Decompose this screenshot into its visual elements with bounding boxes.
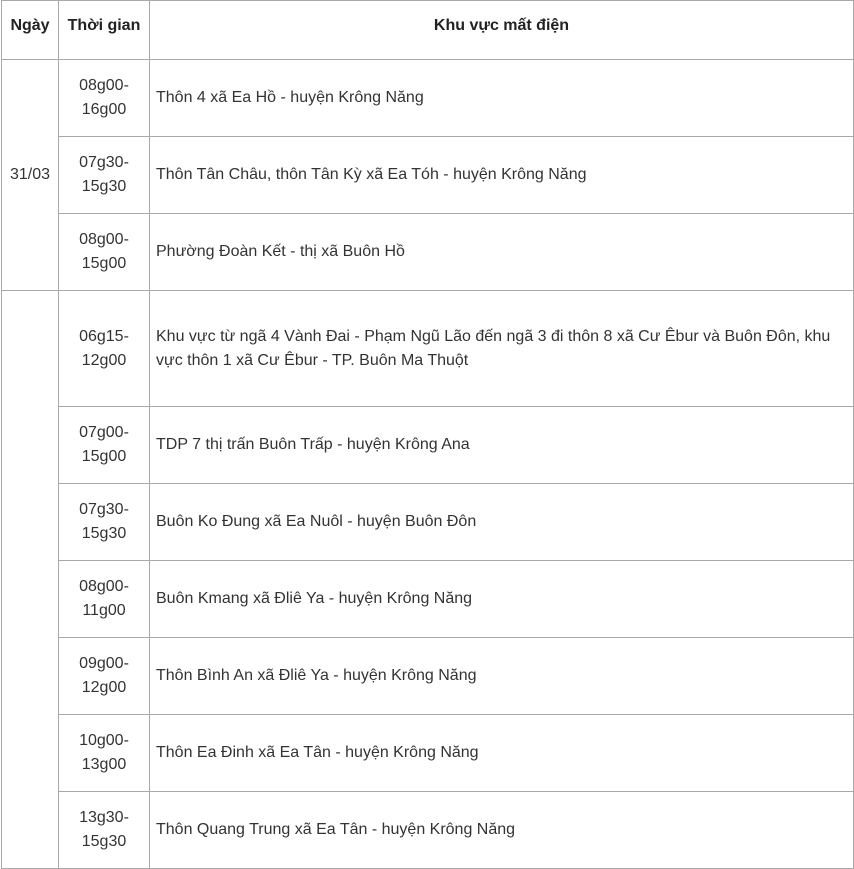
time-end: 12g00 xyxy=(81,351,127,369)
day-cell: 31/03 xyxy=(2,60,59,291)
table-row xyxy=(2,638,854,715)
table-row xyxy=(2,561,854,638)
time-end: 15g30 xyxy=(81,178,127,195)
time-cell xyxy=(59,638,150,715)
area-cell: Buôn Kmang xã Đliê Ya - huyện Krông Năng xyxy=(150,561,854,638)
time-cell xyxy=(59,561,150,638)
area-cell: Thôn Bình An xã Đliê Ya - huyện Krông Năng xyxy=(150,638,854,715)
area-cell: Phường Đoàn Kết - thị xã Buôn Hồ xyxy=(150,214,854,291)
table-row xyxy=(2,484,854,561)
header-time: Thời gian xyxy=(59,1,150,60)
header-day: Ngày xyxy=(2,1,59,60)
time-start: 07g00- xyxy=(79,424,129,441)
time-end: 16g00 xyxy=(81,101,127,118)
time-end: 13g00 xyxy=(81,756,127,773)
table-row xyxy=(2,214,854,291)
time-cell xyxy=(59,137,150,214)
area-cell: Khu vực từ ngã 4 Vành Đai - Phạm Ngũ Lão đến ngã 3 đi thôn 8 xã Cư Êbur và Buôn Đôn, khu vực thôn 1 xã Cư Êbur - TP. Buôn Ma Thuột xyxy=(150,291,854,407)
table-row xyxy=(2,407,854,484)
table-row xyxy=(2,291,854,407)
area-cell: Buôn Ko Đung xã Ea Nuôl - huyện Buôn Đôn xyxy=(150,484,854,561)
time-start: 08g00- xyxy=(79,77,129,94)
time-end: 15g00 xyxy=(81,448,127,465)
time-cell xyxy=(59,792,150,869)
time-start: 08g00- xyxy=(79,578,129,595)
time-start: 09g00- xyxy=(79,655,129,672)
table-row xyxy=(2,792,854,869)
table-row xyxy=(2,137,854,214)
time-cell xyxy=(59,715,150,792)
time-end: 15g30 xyxy=(81,525,127,542)
table-row xyxy=(2,715,854,792)
time-end: 12g00 xyxy=(81,679,127,696)
time-end: 15g00 xyxy=(81,255,127,272)
area-cell: Thôn Quang Trung xã Ea Tân - huyện Krông Năng xyxy=(150,792,854,869)
area-cell: Thôn Ea Đinh xã Ea Tân - huyện Krông Năng xyxy=(150,715,854,792)
time-start: 07g30- xyxy=(79,154,129,171)
time-start: 10g00- xyxy=(79,732,129,749)
day-cell xyxy=(2,291,59,869)
outage-table xyxy=(1,0,854,869)
time-cell xyxy=(59,407,150,484)
time-end: 15g30 xyxy=(81,833,127,850)
time-cell xyxy=(59,484,150,561)
time-cell xyxy=(59,60,150,137)
time-start: 07g30- xyxy=(79,501,129,518)
area-cell: Thôn Tân Châu, thôn Tân Kỳ xã Ea Tóh - huyện Krông Năng xyxy=(150,137,854,214)
time-start: 13g30- xyxy=(79,809,129,826)
area-cell: TDP 7 thị trấn Buôn Trấp - huyện Krông Ana xyxy=(150,407,854,484)
area-cell: Thôn 4 xã Ea Hồ - huyện Krông Năng xyxy=(150,60,854,137)
time-start: 08g00- xyxy=(79,231,129,248)
table-row xyxy=(2,60,854,137)
time-cell xyxy=(59,214,150,291)
time-cell xyxy=(59,291,150,407)
time-end: 11g00 xyxy=(82,602,126,619)
header-row xyxy=(2,1,854,60)
header-area: Khu vực mất điện xyxy=(150,1,854,60)
time-start: 06g15- xyxy=(79,327,129,345)
